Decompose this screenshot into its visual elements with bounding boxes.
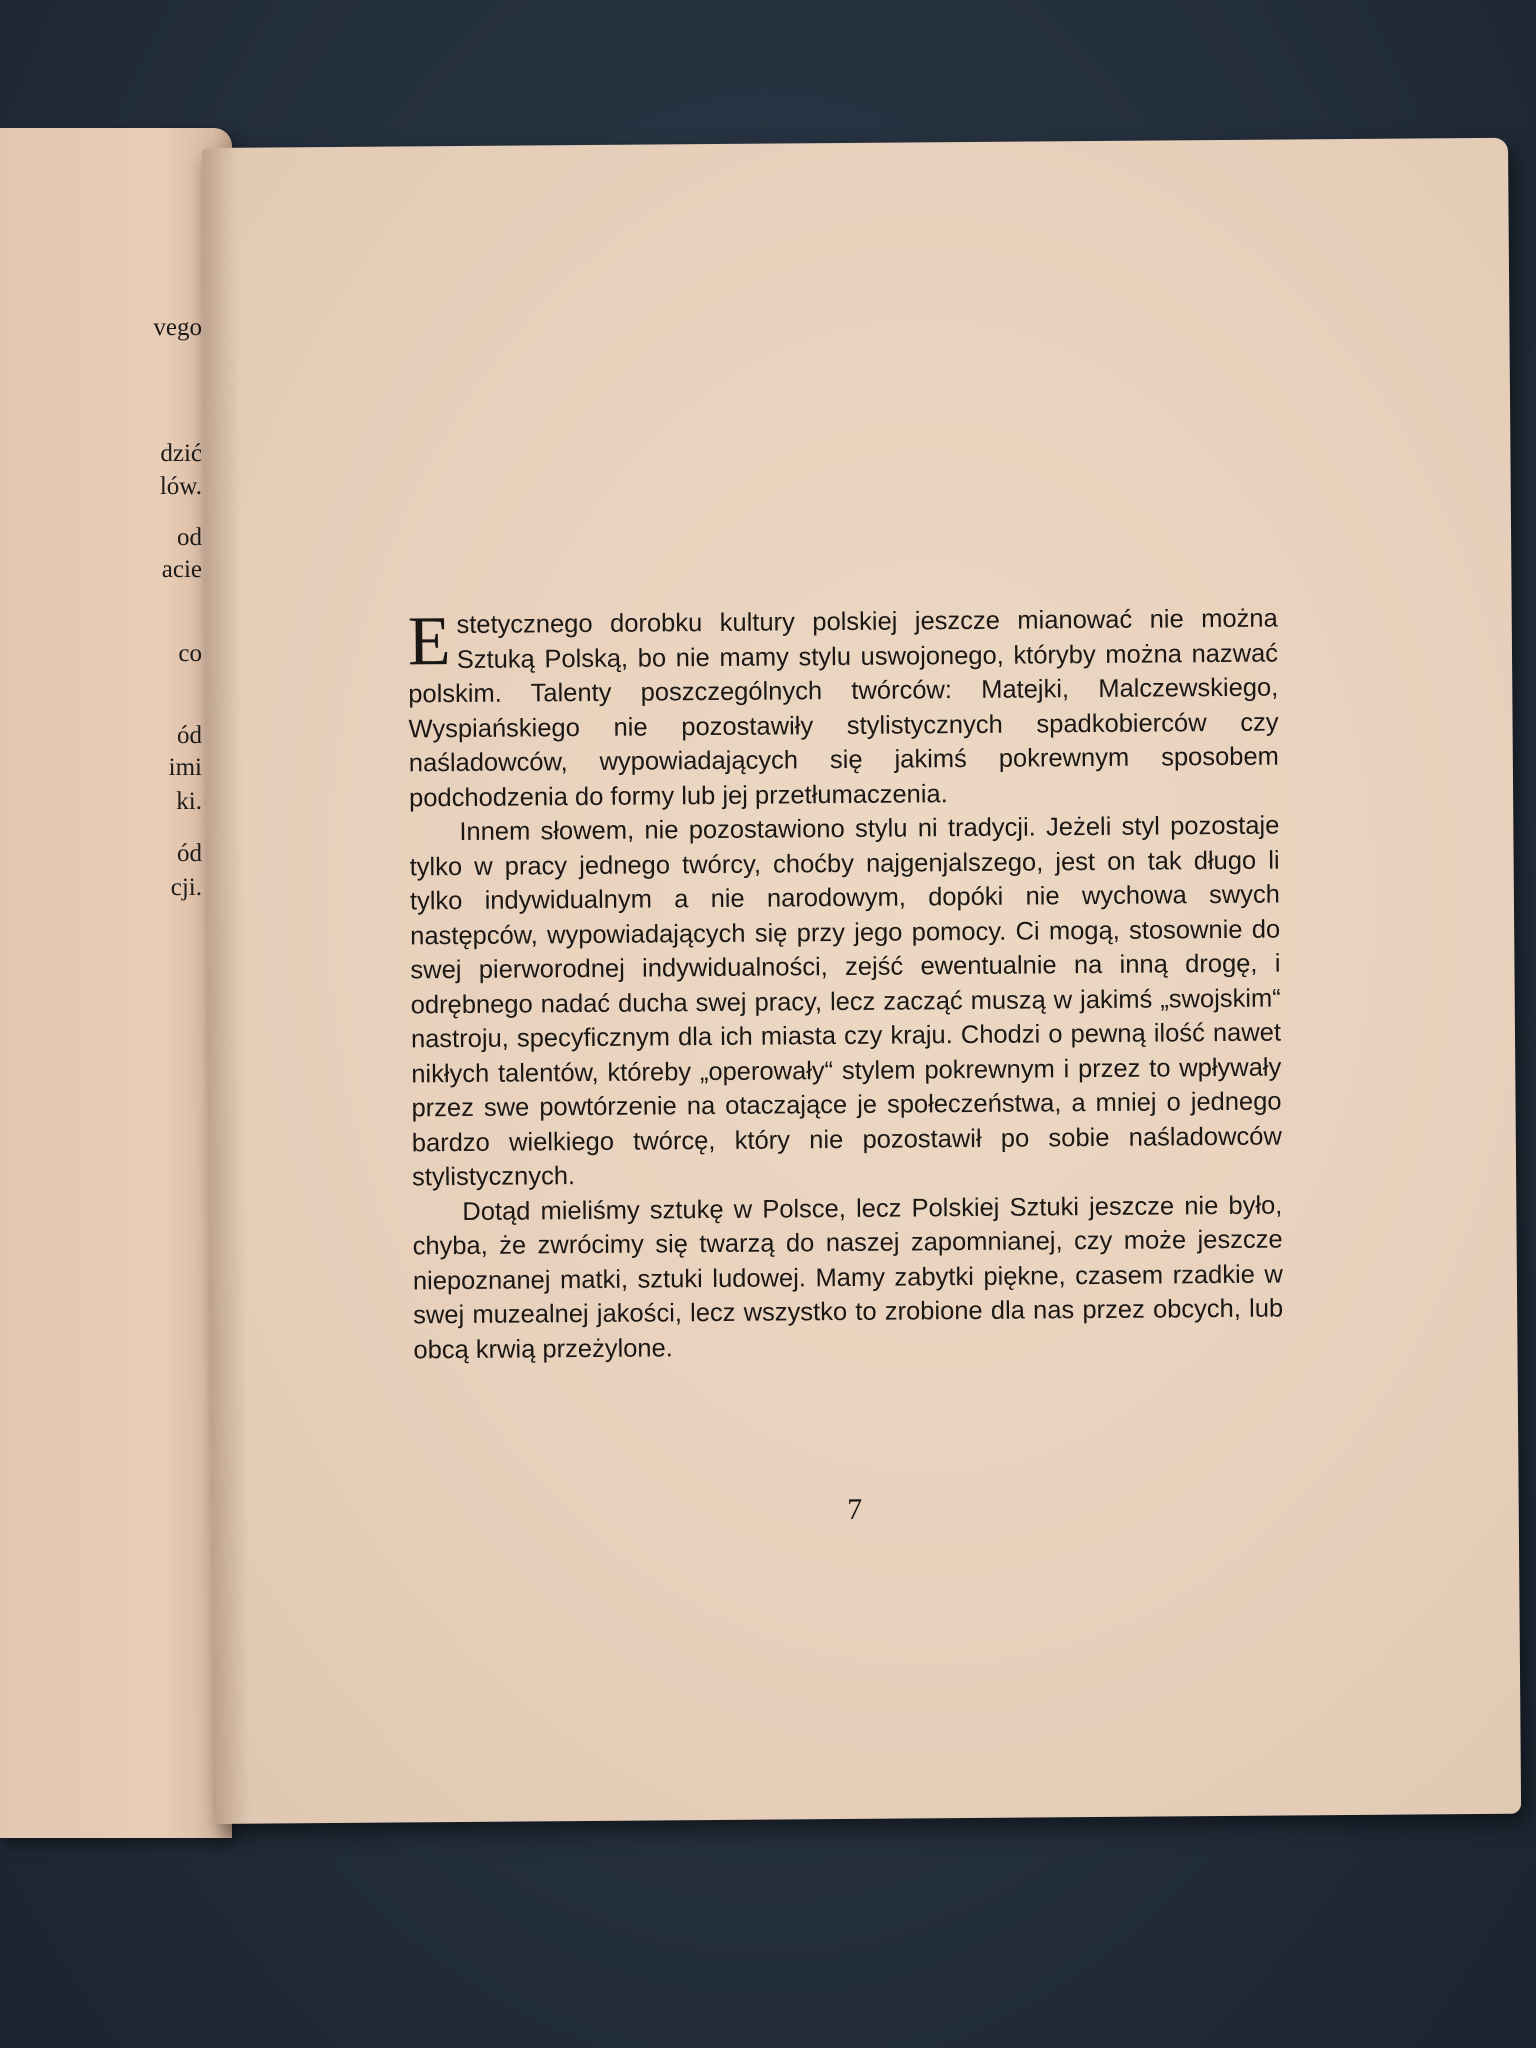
left-page-fragment: ód bbox=[177, 840, 202, 867]
left-page-fragment: od bbox=[177, 524, 202, 551]
left-page-fragment: dzić bbox=[160, 440, 202, 467]
right-page bbox=[202, 138, 1521, 1824]
left-page-fragment: acie bbox=[161, 556, 202, 583]
paragraph-2: Innem słowem, nie pozostawiono stylu ni tradycji. Jeżeli styl pozostaje tylko w pracy jednego twórcy, choćby najgenjalszego, jest on tak długo li tylko indywidualnym a nie narodowym, dopóki nie wychowa swych następców, wypowiadających się przy jego pomocy. Ci mogą, stosownie do swej pierworodnej indywidualności, zejść ewentualnie na inną drogę, i odrębnego nadać ducha swej pracy, lecz zacząć muszą w jakimś „swojskim“ nastroju, specyficznym dla ich miasta czy kraju. Chodzi o pewną ilość nawet nikłych talentów, któreby „operowały“ stylem pokrewnym i przez to wpływały przez swe powtórzenie na otaczające je społeczeństwa, a mniej o jednego bardzo wielkiego twórcę, który nie pozostawił po sobie naśladowców stylistycznych. bbox=[409, 811, 1282, 1192]
left-page-fragment: cji. bbox=[170, 874, 202, 901]
left-page bbox=[0, 128, 232, 1838]
left-page-fragment: imi bbox=[168, 754, 202, 781]
body-text bbox=[408, 602, 1284, 1368]
left-page-fragment: vego bbox=[153, 314, 202, 341]
left-page-fragment: ki. bbox=[176, 788, 202, 815]
left-page-fragment: lów. bbox=[159, 473, 202, 500]
drop-cap: E bbox=[407, 603, 451, 681]
paragraph-3: Dotąd mieliśmy sztukę w Polsce, lecz Polskiej Sztuki jeszcze nie było, chyba, że zwrócimy się twarzą do naszej zapomnianej, czy może jeszcze niepoznanej matki, sztuki ludowej. Mamy zabytki piękne, czasem rzadkie w swej muzealnej jakości, lecz wszystko to zrobione dla nas przez obcych, lub obcą krwią przeżylone. bbox=[412, 1191, 1284, 1364]
left-page-fragment: co bbox=[178, 640, 202, 667]
paragraph-1-text: stetycznego dorobku kultury polskiej jeszcze mianować nie można Sztuką Polską, bo nie mamy stylu uswojonego, któryby można nazwać polskim. Talenty poszczególnych twórców: Matejki, Malczewskiego, Wyspiańskiego nie pozostawiły stylistycznych spadkobierców czy naśladowców, wypowiadających się jakimś pokrewnym sposobem podchodzenia do formy lub jej przetłumaczenia. bbox=[408, 604, 1279, 812]
paragraph-1 bbox=[408, 602, 1280, 816]
left-page-fragment: ód bbox=[177, 722, 202, 749]
page-number: 7 bbox=[847, 1492, 863, 1526]
